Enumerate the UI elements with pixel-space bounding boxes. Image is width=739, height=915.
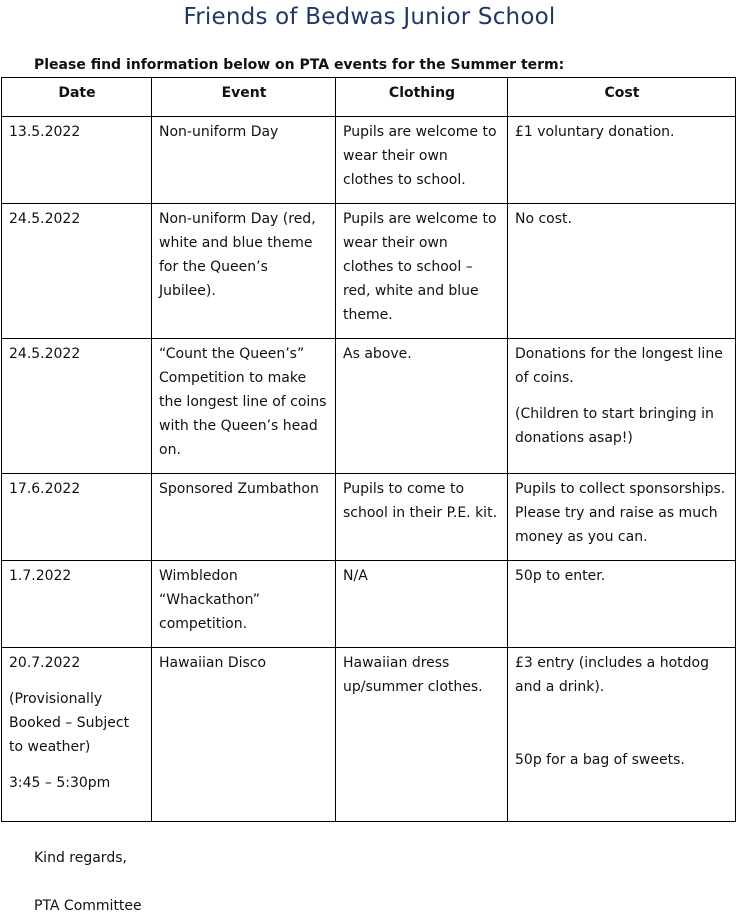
cell-clothing: Pupils are welcome to wear their own clothes to school – red, white and blue theme. (336, 204, 508, 339)
cell-cost: £1 voluntary donation. (508, 117, 736, 204)
cell-cost: 50p to enter. (508, 561, 736, 648)
table-row (2, 561, 736, 648)
cell-clothing: Pupils are welcome to wear their own clothes to school. (336, 117, 508, 204)
cell-event: Hawaiian Disco (152, 648, 336, 822)
cost-text: £3 entry (includes a hotdog and a drink). (515, 655, 709, 695)
cell-date: 1.7.2022 (2, 561, 152, 648)
header-cost: Cost (508, 78, 736, 117)
intro-text: Please find information below on PTA events for the Summer term: (34, 57, 565, 73)
cell-date: 24.5.2022 (2, 204, 152, 339)
table-row (2, 204, 736, 339)
header-event: Event (152, 78, 336, 117)
closing-regards: Kind regards, (34, 850, 127, 866)
document-title: Friends of Bedwas Junior School (183, 4, 556, 30)
cell-clothing: As above. (336, 339, 508, 474)
table-row (2, 474, 736, 561)
events-table (1, 77, 736, 822)
cell-cost (508, 339, 736, 474)
header-date: Date (2, 78, 152, 117)
cell-cost (508, 648, 736, 822)
cell-date (2, 648, 152, 822)
table-row (2, 648, 736, 822)
header-clothing: Clothing (336, 78, 508, 117)
cell-event: Non-uniform Day (152, 117, 336, 204)
cell-cost: Pupils to collect sponsorships. Please try and raise as much money as you can. (508, 474, 736, 561)
cost-note: (Children to start bringing in donations asap!) (515, 406, 714, 446)
date-note: (Provisionally Booked – Subject to weather) (9, 691, 130, 755)
table-row (2, 117, 736, 204)
cell-clothing: Hawaiian dress up/summer clothes. (336, 648, 508, 822)
cell-clothing: Pupils to come to school in their P.E. kit. (336, 474, 508, 561)
cost-text: Donations for the longest line of coins. (515, 346, 723, 386)
cell-date: 24.5.2022 (2, 339, 152, 474)
cell-date: 17.6.2022 (2, 474, 152, 561)
cell-event: Sponsored Zumbathon (152, 474, 336, 561)
cell-event: Non-uniform Day (red, white and blue theme for the Queen’s Jubilee). (152, 204, 336, 339)
cell-event: “Count the Queen’s” Competition to make the longest line of coins with the Queen’s head on. (152, 339, 336, 474)
closing-signoff: PTA Committee (34, 898, 142, 914)
cell-cost: No cost. (508, 204, 736, 339)
date-text: 20.7.2022 (9, 655, 81, 671)
cell-date: 13.5.2022 (2, 117, 152, 204)
date-time: 3:45 – 5:30pm (9, 775, 111, 791)
cell-event: Wimbledon “Whackathon” competition. (152, 561, 336, 648)
table-header-row (2, 78, 736, 117)
cost-note: 50p for a bag of sweets. (515, 752, 685, 768)
cell-clothing: N/A (336, 561, 508, 648)
table-row (2, 339, 736, 474)
